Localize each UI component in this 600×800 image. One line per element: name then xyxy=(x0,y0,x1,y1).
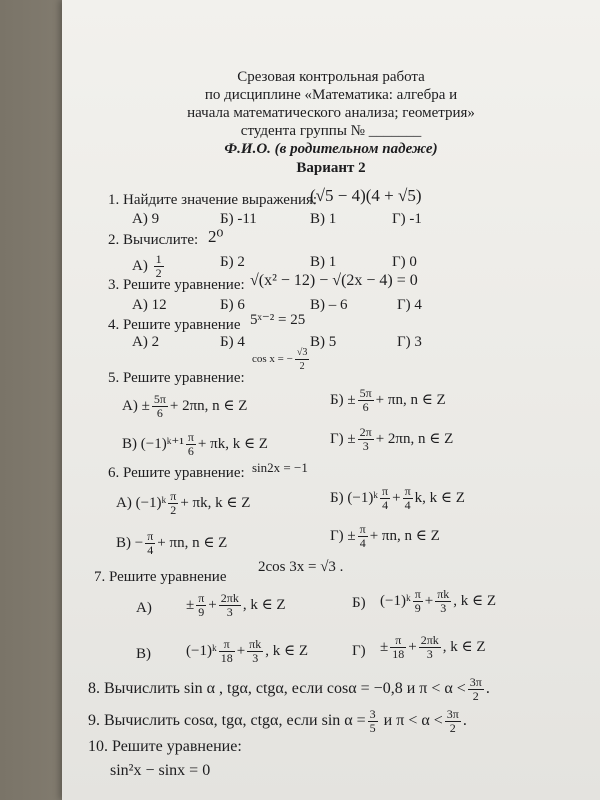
header-line-1: Срезовая контрольная работа xyxy=(237,69,425,85)
q1-option-b: Б) -11 xyxy=(220,211,257,227)
q5-option-d: Г) ± $\frac{2\pi}{3}$ + 2πn, n ∈ Z xyxy=(330,425,454,453)
q2-option-b: Б) 2 xyxy=(220,254,245,270)
q1-expression: (√5 − 4)(4 + √5) xyxy=(310,186,422,205)
q3-text: 3. Решите уравнение: xyxy=(108,277,245,293)
q2-expression: 2⁰ xyxy=(208,227,224,246)
q3-option-d: Г) 4 xyxy=(397,297,422,313)
q7-option-d: ± $\frac{\pi}{18}$ + $\frac{2\pi k}{3}$ , k ∈ Z xyxy=(380,633,486,661)
q9-text: 9. Вычислить cosα, tgα, ctgα, если sin α = $\frac{3}{5}$ и π < α < $\frac{3\pi}{2}$ . xyxy=(88,707,467,735)
q7-option-c-label: В) xyxy=(136,646,151,662)
q1-text: 1. Найдите значение выражения: xyxy=(108,192,318,208)
q7-option-d-label: Г) xyxy=(352,643,366,659)
q5-text: 5. Решите уравнение: xyxy=(108,370,245,386)
q4-option-a: А) 2 xyxy=(132,334,160,350)
q5-option-c: В) (−1)ᵏ⁺¹ $\frac{\pi}{6}$ + πk, k ∈ Z xyxy=(122,430,268,458)
q6-option-c: В) − $\frac{\pi}{4}$ + πn, n ∈ Z xyxy=(116,529,228,557)
q2-text: 2. Вычислите: xyxy=(108,232,199,248)
q4-option-c: В) 5 xyxy=(310,334,337,350)
q7-option-a-label: А) xyxy=(136,600,152,616)
q10-text: 10. Решите уравнение: xyxy=(88,738,242,755)
test-sheet xyxy=(62,0,600,800)
q1-option-d: Г) -1 xyxy=(392,211,422,227)
q7-expression: 2cos 3x = √3 . xyxy=(258,559,344,575)
q7-option-b-label: Б) xyxy=(352,595,366,611)
q3-option-b: Б) 6 xyxy=(220,297,245,313)
q7-option-c: (−1)ᵏ $\frac{\pi}{18}$ + $\frac{\pi k}{3}$ , k ∈ Z xyxy=(186,637,308,665)
q3-option-c: В) – 6 xyxy=(310,297,348,313)
header-line-5: Ф.И.О. (в родительном падеже) xyxy=(224,141,438,157)
q5-option-b: Б) ± $\frac{5\pi}{6}$ + πn, n ∈ Z xyxy=(330,386,446,414)
q3-option-a: А) 12 xyxy=(132,297,167,313)
q2-option-d: Г) 0 xyxy=(392,254,417,270)
q5-option-a: А) ± $\frac{5\pi}{6}$ + 2πn, n ∈ Z xyxy=(122,392,248,420)
q7-text: 7. Решите уравнение xyxy=(94,569,227,585)
q4-expression: 5ˣ⁻² = 25 xyxy=(250,312,306,328)
header-line-2: по дисциплине «Математика: алгебра и xyxy=(204,87,458,103)
q7-option-a: ± $\frac{\pi}{9}$ + $\frac{2\pi k}{3}$ , k ∈ Z xyxy=(186,591,286,619)
q4-text: 4. Решите уравнение xyxy=(108,317,241,333)
q6-option-a: А) (−1)ᵏ $\frac{\pi}{2}$ + πk, k ∈ Z xyxy=(116,489,251,517)
header-line-3: начала математического анализа; геометрия» xyxy=(187,105,475,121)
header-line-4: студента группы № _______ xyxy=(240,123,422,139)
q10-expression: sin²x − sinx = 0 xyxy=(110,762,211,779)
q6-text: 6. Решите уравнение: xyxy=(108,465,245,481)
q3-expression: √(x² − 12) − √(2x − 4) = 0 xyxy=(250,272,418,289)
q4-option-d: Г) 3 xyxy=(397,334,422,350)
q6-option-d: Г) ± $\frac{\pi}{4}$ + πn, n ∈ Z xyxy=(330,522,440,550)
q2-option-a: А) $\frac{1}{2}$ xyxy=(132,252,162,280)
q6-expression: sin2x = −1 xyxy=(252,460,308,475)
q4-option-b: Б) 4 xyxy=(220,334,245,350)
q6-option-b: Б) (−1)ᵏ $\frac{\pi}{4}$ + $\frac{\pi}{4}$ k, k ∈ Z xyxy=(330,484,465,512)
q7-option-b: (−1)ᵏ $\frac{\pi}{9}$ + $\frac{\pi k}{3}$ , k ∈ Z xyxy=(380,587,497,615)
q1-option-c: В) 1 xyxy=(310,211,337,227)
q1-option-a: А) 9 xyxy=(132,211,160,227)
q2-option-c: В) 1 xyxy=(310,254,337,270)
q5-expression: cos x = − $\frac{√3}{2}$ xyxy=(252,347,308,372)
variant-title: Вариант 2 xyxy=(296,160,366,176)
q8-text: 8. Вычислить sin α , tgα, ctgα, если cosα = −0,8 и π < α < $\frac{3\pi}{2}$ . xyxy=(88,675,490,703)
